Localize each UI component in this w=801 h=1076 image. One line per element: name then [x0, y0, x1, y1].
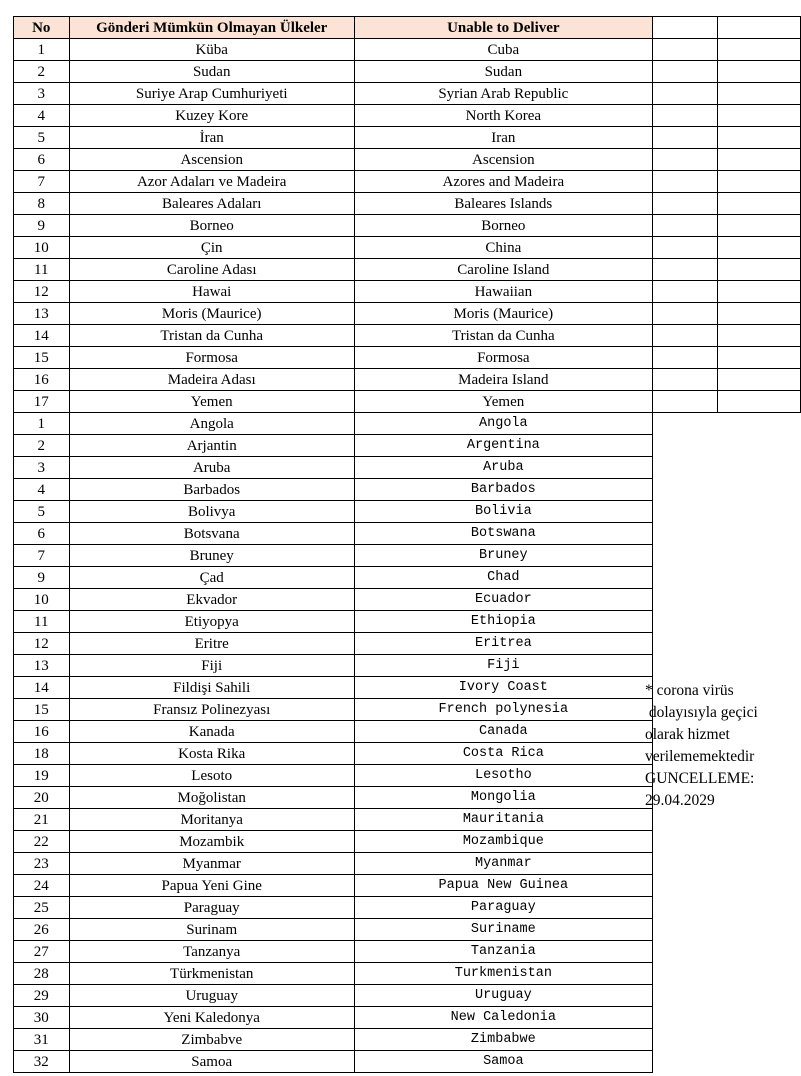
row-number: 5: [14, 501, 70, 523]
table-row: [14, 303, 801, 325]
country-turkish: Yeni Kaledonya: [69, 1007, 354, 1029]
table-row: [14, 281, 801, 303]
country-turkish: Eritre: [69, 633, 354, 655]
empty-cell: [652, 369, 717, 391]
row-number: 4: [14, 479, 70, 501]
empty-cell: [652, 193, 717, 215]
country-english: Mongolia: [354, 787, 652, 809]
country-turkish: Lesoto: [69, 765, 354, 787]
country-english: Azores and Madeira: [354, 171, 652, 193]
row-number: 29: [14, 985, 70, 1007]
row-number: 18: [14, 743, 70, 765]
country-turkish: Uruguay: [69, 985, 354, 1007]
country-english: Eritrea: [354, 633, 652, 655]
country-english: Lesotho: [354, 765, 652, 787]
country-turkish: Bruney: [69, 545, 354, 567]
country-english: Samoa: [354, 1051, 652, 1073]
header-no: No: [14, 17, 70, 39]
country-english: China: [354, 237, 652, 259]
table-row: [14, 391, 801, 413]
country-turkish: Ekvador: [69, 589, 354, 611]
empty-cell: [652, 303, 717, 325]
country-turkish: İran: [69, 127, 354, 149]
row-number: 3: [14, 83, 70, 105]
table-row: [14, 259, 801, 281]
country-table: [13, 16, 801, 1073]
country-english: Tristan da Cunha: [354, 325, 652, 347]
country-english: Fiji: [354, 655, 652, 677]
country-english: Papua New Guinea: [354, 875, 652, 897]
empty-cell: [652, 347, 717, 369]
country-english: Tanzania: [354, 941, 652, 963]
country-turkish: Bolivya: [69, 501, 354, 523]
country-english: Argentina: [354, 435, 652, 457]
table-row: [14, 347, 801, 369]
empty-cell: [717, 17, 800, 39]
country-turkish: Fildişi Sahili: [69, 677, 354, 699]
empty-cell: [717, 391, 800, 413]
empty-cell: [652, 39, 717, 61]
row-number: 10: [14, 589, 70, 611]
row-number: 6: [14, 523, 70, 545]
country-english: Uruguay: [354, 985, 652, 1007]
country-english: Zimbabwe: [354, 1029, 652, 1051]
country-turkish: Paraguay: [69, 897, 354, 919]
country-turkish: Türkmenistan: [69, 963, 354, 985]
empty-cell: [717, 193, 800, 215]
row-number: 10: [14, 237, 70, 259]
country-turkish: Fiji: [69, 655, 354, 677]
country-turkish: Mozambik: [69, 831, 354, 853]
country-english: Caroline Island: [354, 259, 652, 281]
table-row: [14, 105, 801, 127]
empty-cell: [717, 83, 800, 105]
row-number: 7: [14, 171, 70, 193]
country-turkish: Surinam: [69, 919, 354, 941]
country-turkish: Samoa: [69, 1051, 354, 1073]
empty-cell: [717, 325, 800, 347]
country-turkish: Etiyopya: [69, 611, 354, 633]
empty-cell: [717, 127, 800, 149]
row-number: 16: [14, 721, 70, 743]
row-number: 15: [14, 347, 70, 369]
country-turkish: Çin: [69, 237, 354, 259]
country-turkish: Botsvana: [69, 523, 354, 545]
row-number: 31: [14, 1029, 70, 1051]
empty-cell: [652, 259, 717, 281]
country-turkish: Aruba: [69, 457, 354, 479]
empty-cell: [652, 127, 717, 149]
row-number: 12: [14, 281, 70, 303]
country-turkish: Kanada: [69, 721, 354, 743]
row-number: 17: [14, 391, 70, 413]
country-english: Mozambique: [354, 831, 652, 853]
country-turkish: Sudan: [69, 61, 354, 83]
row-number: 2: [14, 435, 70, 457]
country-turkish: Madeira Adası: [69, 369, 354, 391]
country-english: Moris (Maurice): [354, 303, 652, 325]
country-turkish: Myanmar: [69, 853, 354, 875]
row-number: 26: [14, 919, 70, 941]
country-turkish: Moris (Maurice): [69, 303, 354, 325]
row-number: 11: [14, 611, 70, 633]
country-english: Costa Rica: [354, 743, 652, 765]
country-turkish: Baleares Adaları: [69, 193, 354, 215]
row-number: 5: [14, 127, 70, 149]
row-number: 21: [14, 809, 70, 831]
country-turkish: Fransız Polinezyası: [69, 699, 354, 721]
row-number: 12: [14, 633, 70, 655]
country-english: Paraguay: [354, 897, 652, 919]
country-english: North Korea: [354, 105, 652, 127]
table-row: [14, 39, 801, 61]
row-number: 16: [14, 369, 70, 391]
row-number: 4: [14, 105, 70, 127]
country-english: Aruba: [354, 457, 652, 479]
header-row: [14, 17, 801, 39]
country-turkish: Hawai: [69, 281, 354, 303]
table-body: [14, 39, 801, 1073]
country-turkish: Tristan da Cunha: [69, 325, 354, 347]
row-number: 3: [14, 457, 70, 479]
country-turkish: Tanzanya: [69, 941, 354, 963]
row-number: 1: [14, 413, 70, 435]
row-number: 23: [14, 853, 70, 875]
country-english: Syrian Arab Republic: [354, 83, 652, 105]
table-row: [14, 215, 801, 237]
empty-cell: [652, 17, 717, 39]
country-english: French polynesia: [354, 699, 652, 721]
country-english: Yemen: [354, 391, 652, 413]
country-turkish: Çad: [69, 567, 354, 589]
country-turkish: Zimbabve: [69, 1029, 354, 1051]
row-number: 14: [14, 325, 70, 347]
empty-cell: [717, 105, 800, 127]
empty-cell: [652, 325, 717, 347]
empty-cell: [652, 105, 717, 127]
country-turkish: Borneo: [69, 215, 354, 237]
country-turkish: Kuzey Kore: [69, 105, 354, 127]
row-number: 15: [14, 699, 70, 721]
row-number: 19: [14, 765, 70, 787]
country-english: Angola: [354, 413, 652, 435]
country-turkish: Suriye Arap Cumhuriyeti: [69, 83, 354, 105]
row-number: 9: [14, 215, 70, 237]
country-english: New Caledonia: [354, 1007, 652, 1029]
country-english: Ascension: [354, 149, 652, 171]
empty-cell: [717, 171, 800, 193]
empty-cell: [652, 61, 717, 83]
row-number: 22: [14, 831, 70, 853]
country-english: Formosa: [354, 347, 652, 369]
country-turkish: Barbados: [69, 479, 354, 501]
row-number: 20: [14, 787, 70, 809]
country-english: Barbados: [354, 479, 652, 501]
country-english: Suriname: [354, 919, 652, 941]
row-number: 14: [14, 677, 70, 699]
table-row: [14, 193, 801, 215]
country-english: Ecuador: [354, 589, 652, 611]
row-number: 11: [14, 259, 70, 281]
header-turkish: Gönderi Mümkün Olmayan Ülkeler: [69, 17, 354, 39]
empty-cell: [717, 215, 800, 237]
empty-cell: [717, 39, 800, 61]
country-english: Iran: [354, 127, 652, 149]
empty-cell: [652, 83, 717, 105]
table-row: [14, 325, 801, 347]
table-row: [14, 171, 801, 193]
table-row: [14, 83, 801, 105]
country-english: Canada: [354, 721, 652, 743]
row-number: 24: [14, 875, 70, 897]
row-number: 8: [14, 193, 70, 215]
empty-cell: [717, 61, 800, 83]
empty-cell: [652, 171, 717, 193]
country-turkish: Kosta Rika: [69, 743, 354, 765]
country-english: Borneo: [354, 215, 652, 237]
country-english: Sudan: [354, 61, 652, 83]
row-number: 9: [14, 567, 70, 589]
table-row: [14, 413, 801, 435]
country-turkish: Moğolistan: [69, 787, 354, 809]
country-turkish: Caroline Adası: [69, 259, 354, 281]
country-turkish: Formosa: [69, 347, 354, 369]
empty-cell: [717, 237, 800, 259]
country-turkish: Moritanya: [69, 809, 354, 831]
empty-cell: [717, 347, 800, 369]
empty-cell: [652, 149, 717, 171]
row-number: 13: [14, 655, 70, 677]
empty-cell: [717, 281, 800, 303]
row-number: 30: [14, 1007, 70, 1029]
header-english: Unable to Deliver: [354, 17, 652, 39]
country-english: Ivory Coast: [354, 677, 652, 699]
row-number: 1: [14, 39, 70, 61]
row-number: 2: [14, 61, 70, 83]
row-number: 32: [14, 1051, 70, 1073]
row-number: 28: [14, 963, 70, 985]
table-row: [14, 149, 801, 171]
country-english: Baleares Islands: [354, 193, 652, 215]
country-english: Myanmar: [354, 853, 652, 875]
country-english: Turkmenistan: [354, 963, 652, 985]
country-english: Bolivia: [354, 501, 652, 523]
row-number: 7: [14, 545, 70, 567]
country-turkish: Ascension: [69, 149, 354, 171]
row-number: 25: [14, 897, 70, 919]
table-row: [14, 61, 801, 83]
country-turkish: Papua Yeni Gine: [69, 875, 354, 897]
country-english: Chad: [354, 567, 652, 589]
row-number: 6: [14, 149, 70, 171]
country-english: Ethiopia: [354, 611, 652, 633]
row-number: 13: [14, 303, 70, 325]
country-turkish: Angola: [69, 413, 354, 435]
empty-cell: [717, 303, 800, 325]
table-row: [14, 237, 801, 259]
table-row: [14, 369, 801, 391]
country-english: Cuba: [354, 39, 652, 61]
country-english: Madeira Island: [354, 369, 652, 391]
corona-note: * corona virüs dolayısıyla geçici olarak hizmet verilememektedir GUNCELLEME: 29.04.2029: [645, 682, 758, 809]
empty-cell: [717, 149, 800, 171]
country-english: Bruney: [354, 545, 652, 567]
country-english: Botswana: [354, 523, 652, 545]
empty-cell: [652, 237, 717, 259]
country-english: Mauritania: [354, 809, 652, 831]
country-turkish: Küba: [69, 39, 354, 61]
row-number: 27: [14, 941, 70, 963]
empty-cell: [717, 259, 800, 281]
country-english: Hawaiian: [354, 281, 652, 303]
country-turkish: Yemen: [69, 391, 354, 413]
empty-cell: [652, 281, 717, 303]
empty-cell: [717, 369, 800, 391]
country-turkish: Arjantin: [69, 435, 354, 457]
empty-cell: [652, 215, 717, 237]
empty-cell: [652, 391, 717, 413]
country-turkish: Azor Adaları ve Madeira: [69, 171, 354, 193]
table-row: [14, 127, 801, 149]
